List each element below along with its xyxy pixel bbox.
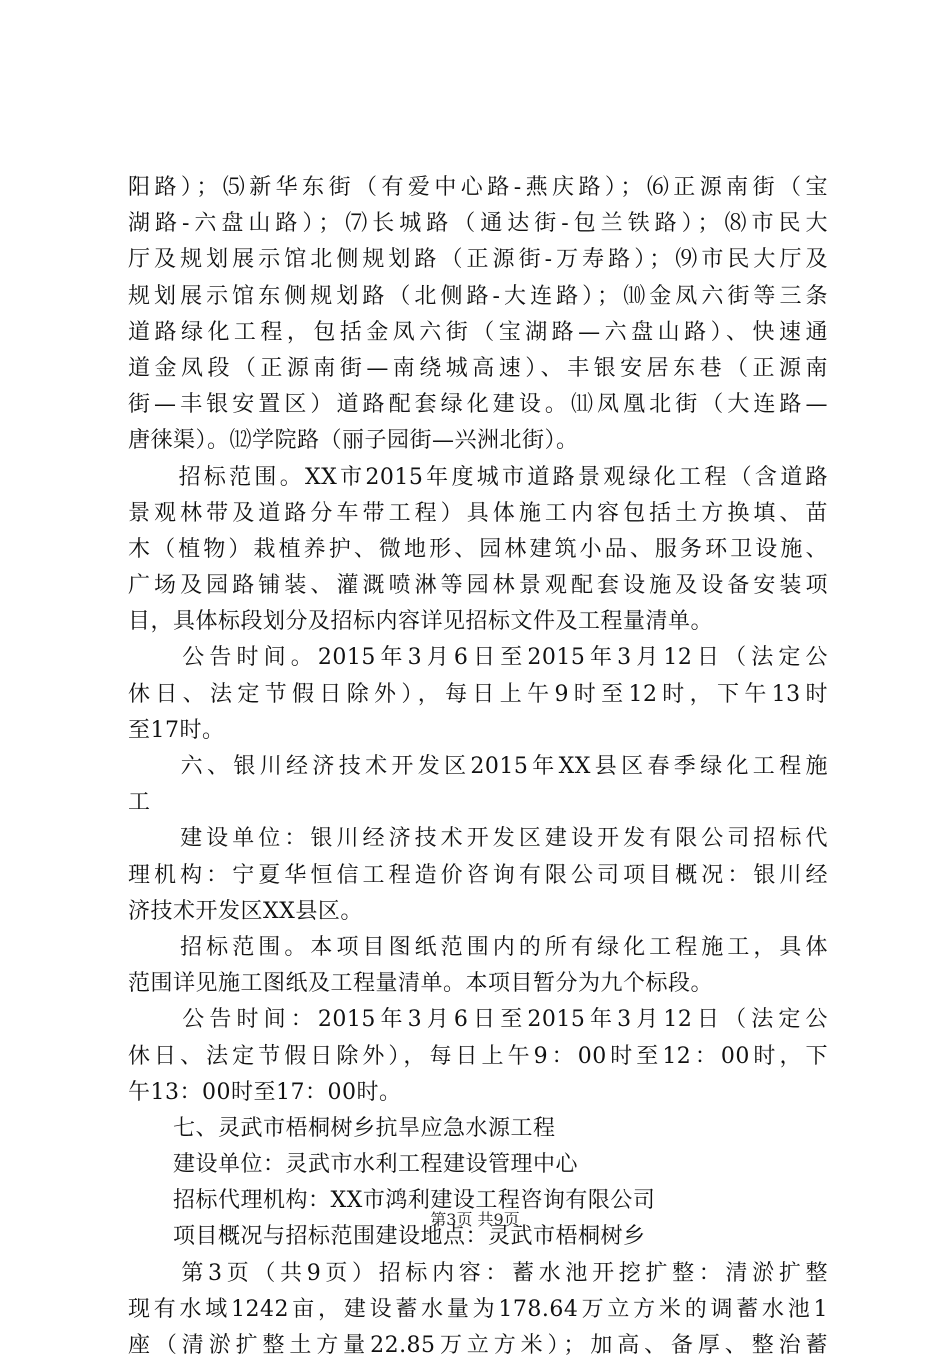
text-line: 规划展示馆东侧规划路（北侧路-大连路）；⑽金凤六街等三条 (128, 283, 828, 309)
text-line: 理机构：宁夏华恒信工程造价咨询有限公司项目概况：银川经 (128, 862, 828, 888)
text-line: 道路绿化工程，包括金凤六街（宝湖路—六盘山路）、快速通 (128, 319, 828, 345)
text-line: 第3页（共9页）招标内容：蓄水池开挖扩整：清淤扩整 (128, 1260, 828, 1286)
text-line: 公告时间。2015年3月6日至2015年3月12日（法定公 (128, 645, 828, 671)
text-line: 厅及规划展示馆北侧规划路（正源街-万寿路）；⑼市民大厅及 (128, 247, 828, 273)
text-line: 工 (128, 790, 151, 816)
text-line: 范围详见施工图纸及工程量清单。本项目暂分为九个标段。 (128, 971, 714, 997)
text-line: 公告时间：2015年3月6日至2015年3月12日（法定公 (128, 1007, 828, 1033)
text-line: 现有水域1242亩，建设蓄水量为178.64万立方米的调蓄水池1 (128, 1296, 828, 1322)
text-line: 午13：00时至17：00时。 (128, 1079, 402, 1105)
text-line: 道金凤段（正源南街—南绕城高速）、丰银安居东巷（正源南 (128, 355, 828, 381)
text-line: 建设单位：灵武市水利工程建设管理中心 (128, 1152, 579, 1178)
text-line: 休日、法定节假日除外），每日上午9时至12时，下午13时 (128, 681, 828, 707)
text-line: 招标代理机构：XX市鸿利建设工程咨询有限公司 (128, 1188, 656, 1214)
text-line: 街—丰银安置区）道路配套绿化建设。⑾凤凰北街（大连路— (128, 392, 828, 418)
text-line: 座（清淤扩整土方量22.85万立方米）；加高、备厚、整治蓄 (128, 1333, 828, 1358)
text-line: 目，具体标段划分及招标内容详见招标文件及工程量清单。 (128, 609, 714, 635)
text-line: 至17时。 (128, 717, 225, 743)
text-line: 广场及园路铺装、灌溉喷淋等园林景观配套设施及设备安装项 (128, 573, 828, 599)
page-footer: 第3页 共9页 (430, 1210, 520, 1229)
text-line: 招标范围。XX市2015年度城市道路景观绿化工程（含道路 (128, 464, 828, 490)
text-line: 湖路-六盘山路）；⑺长城路（通达街-包兰铁路）；⑻市民大 (128, 211, 828, 237)
text-line: 阳路）；⑸新华东街（有爱中心路-燕庆路）；⑹正源南街（宝 (128, 175, 828, 200)
text-line: 木（植物）栽植养护、微地形、园林建筑小品、服务环卫设施、 (128, 536, 828, 562)
text-line: 济技术开发区XX县区。 (128, 898, 363, 924)
text-line: 项目概况与招标范围建设地点：灵武市梧桐树乡 (128, 1224, 646, 1250)
text-line: 唐徕渠）。⑿学院路（丽子园街—兴洲北街）。 (128, 428, 579, 454)
text-line: 景观林带及道路分车带工程）具体施工内容包括土方换填、苗 (128, 500, 828, 526)
text-line: 建设单位：银川经济技术开发区建设开发有限公司招标代 (128, 826, 828, 852)
document-body (128, 170, 828, 1364)
text-line: 招标范围。本项目图纸范围内的所有绿化工程施工，具体 (128, 934, 828, 960)
text-line: 休日、法定节假日除外），每日上午9：00时至12：00时，下 (128, 1043, 828, 1069)
text-line: 六、银川经济技术开发区2015年XX县区春季绿化工程施 (128, 754, 828, 779)
text-line: 七、灵武市梧桐树乡抗旱应急水源工程 (128, 1115, 556, 1141)
